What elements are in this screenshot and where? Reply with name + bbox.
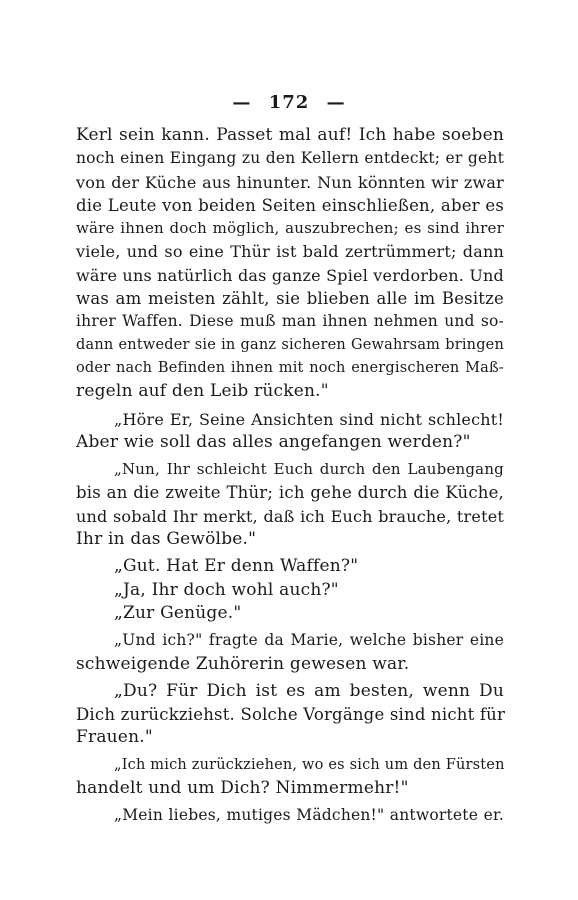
text-line: regeln auf den Leib rücken." [76,381,329,402]
text-line: von der Küche aus hinunter. Nun könnten wir zwar [76,172,504,192]
text-line: viele, und so eine Thür ist bald zertrümmert; dann [76,242,504,262]
text-line: „Nun, Ihr schleicht Euch durch den Laubengang [114,460,504,479]
text-line: noch einen Eingang zu den Kellern entdeckt; er geht [76,149,504,168]
text-line: Frauen." [76,727,153,748]
text-line: Dich zurückziehst. Solche Vorgänge sind nicht für [76,705,506,725]
page-number: 172 [268,92,310,113]
page-number-header [0,92,578,113]
text-line: ihrer Waffen. Diese muß man ihnen nehmen und so- [76,312,504,331]
body-text [76,124,504,828]
text-line: wäre ihnen doch möglich, auszubrechen; es sind ihrer [76,219,504,238]
page-number-dash-left: — [232,92,252,113]
text-line: Kerl sein kann. Passet mal auf! Ich habe soeben [76,125,504,145]
text-line: Ihr in das Gewölbe." [76,529,257,550]
text-line: „Höre Er, Seine Ansichten sind nicht schlecht! [114,409,504,429]
text-line: „Du? Für Dich ist es am besten, wenn Du [114,680,504,701]
text-line: „Ich mich zurückziehen, wo es sich um den Fürsten [114,756,505,773]
text-line: „Ja, Ihr doch wohl auch?" [114,579,339,600]
text-line: was am meisten zählt, sie blieben alle im Besitze [76,289,504,309]
text-line: schweigende Zuhörerin gewesen war. [76,653,410,674]
text-line: dann entweder sie in ganz sicheren Gewahrsam bringen [76,336,504,353]
text-line: Aber wie soll das alles angefangen werden?" [76,431,471,452]
text-line: „Mein liebes, mutiges Mädchen!" antwortete er. [114,806,504,825]
text-line: handelt und um Dich? Nimmermehr!" [76,778,409,799]
text-line: und sobald Ihr merkt, daß ich Euch brauche, tretet [76,506,504,526]
page-number-dash-right: — [326,92,346,113]
text-line: wäre uns natürlich das ganze Spiel verdorben. Und [76,265,504,285]
text-line: „Gut. Hat Er denn Waffen?" [114,556,359,577]
text-line: „Zur Genüge." [114,602,242,623]
text-line: oder nach Befinden ihnen mit noch energischeren Maß- [76,359,504,376]
text-line: die Leute von beiden Seiten einschließen, aber es [76,195,504,215]
text-line: bis an die zweite Thür; ich gehe durch die Küche, [76,483,504,503]
text-line: „Und ich?" fragte da Marie, welche bisher eine [114,631,504,650]
